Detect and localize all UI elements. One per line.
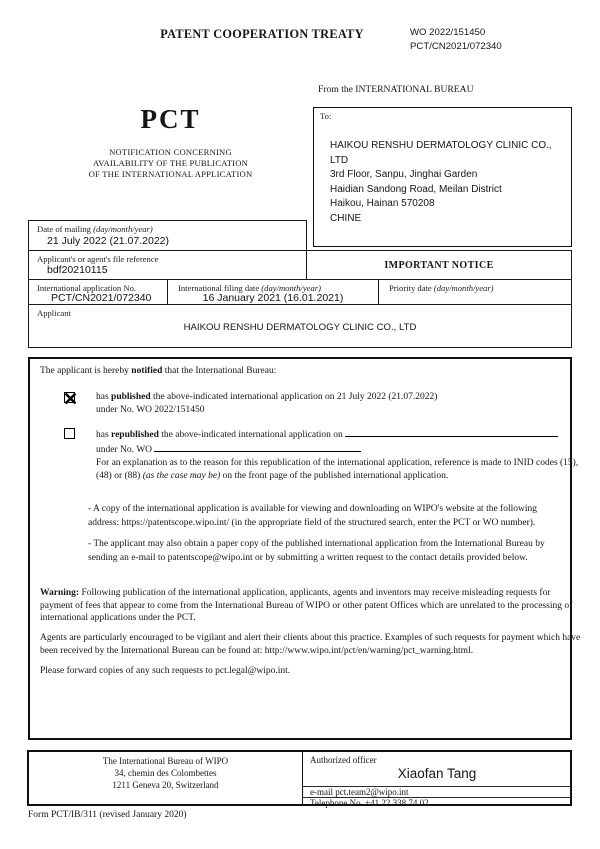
bureau-address: The International Bureau of WIPO 34, chemin des Colombettes 1211 Geneva 20, Switzerland [102,756,229,790]
page-title: PATENT COOPERATION TREATY [160,27,364,41]
important-notice-title: IMPORTANT NOTICE [384,260,494,271]
officer-email: e-mail pct.team2@wipo.int [310,787,409,797]
date-of-mailing-cell [28,220,307,251]
file-reference-label: Applicant's or agent's file reference [37,254,159,264]
applicant-cell [28,304,572,348]
published-statement: has published the above-indicated international application on 21 July 2022 (21.07.2022) under No. WO 2022/151450 [96,392,438,415]
publication-numbers [410,26,502,53]
file-reference-value: bdf20210115 [47,264,108,276]
paper-copy-paragraph: - The applicant may also obtain a paper copy of the published international application from the International Bureau by sending an e-mail to patentscope@wipo.int or by submitting a written request to the contact details provided below. [88,539,545,563]
officer-telephone: Telephone No. +41 22 338 74 02 [310,798,429,808]
recipient-address: HAIKOU RENSHU DERMATOLOGY CLINIC CO., LTD 3rd Floor, Sanpu, Jinghai Garden Haidian Sandong Road, Meilan District Haikou, Hainan 570208 CHINE [330,140,552,224]
intro-line: The applicant is hereby notified that the International Bureau: [40,366,277,376]
date-of-mailing-label: Date of mailing (day/month/year) [37,224,153,234]
from-international-bureau: From the INTERNATIONAL BUREAU [318,84,474,95]
important-notice-cell [306,250,572,280]
recipient-address-box [313,107,572,247]
application-number-label: International application No. [37,283,137,293]
pct-logo: PCT [140,104,201,134]
republished-checkbox [64,428,75,439]
authorized-officer-label: Authorized officer [310,755,377,765]
authorized-officer-cell [302,752,571,808]
republished-date-blank [345,427,558,437]
application-number-value: PCT/CN2021/072340 [51,292,152,304]
pct-number: PCT/CN2021/072340 [410,40,502,52]
applicant-label: Applicant [37,308,71,318]
filing-date-label: International filing date (day/month/year) [178,283,321,293]
published-checkbox [64,392,75,403]
footer-box [27,750,572,806]
priority-date-label: Priority date (day/month/year) [389,283,494,293]
republished-statement: has republished the above-indicated international application on under No. WO For an explanation as to the reason for this republication of the international application, reference is made to INID codes (15), (48) or (88) (as the case may be) on the front page of the published international application. [96,427,578,483]
priority-date-cell [378,279,572,305]
agents-paragraph: Agents are particularly encouraged to be vigilant and alert their clients about this practice. Examples of such requests for payment which have been received by the International Bureau can be found at: http://www.wipo.int/pct/en/warning/pct_warning.html. [40,633,581,656]
notification-heading: NOTIFICATION CONCERNING AVAILABILITY OF THE PUBLICATION OF THE INTERNATIONAL APPLICATION [88,147,253,179]
file-reference-cell [28,250,307,280]
warning-paragraph: Warning: Following publication of the international application, applicants, agents and inventors may receive misleading requests for payment of fees that appear to come from the International Bureau of WIPO or other patent Offices which are unrelated to the processing of international applications under the PCT. [40,588,573,623]
republished-number-blank [154,442,361,452]
applicant-value: HAIKOU RENSHU DERMATOLOGY CLINIC CO., LTD [183,322,417,333]
officer-name: Xiaofan Tang [397,766,477,781]
notification-body-box [28,357,581,740]
application-number-cell [28,279,168,305]
forward-requests-line: Please forward copies of any such requests to pct.legal@wipo.int. [40,666,291,676]
copy-availability-paragraph: - A copy of the international application is available for viewing and downloading on WIPO's website at the following address: https://patentscope.wipo.int/ (in the appropriate field of the structured search, enter the PCT or WO number). [88,504,537,528]
date-of-mailing-value: 21 July 2022 (21.07.2022) [47,235,170,247]
wo-number: WO 2022/151450 [410,27,486,38]
to-label: To: [320,111,332,121]
form-number: Form PCT/IB/311 (revised January 2020) [28,810,187,820]
filing-date-value: 16 January 2021 (16.01.2021) [202,292,344,304]
filing-date-cell [167,279,379,305]
